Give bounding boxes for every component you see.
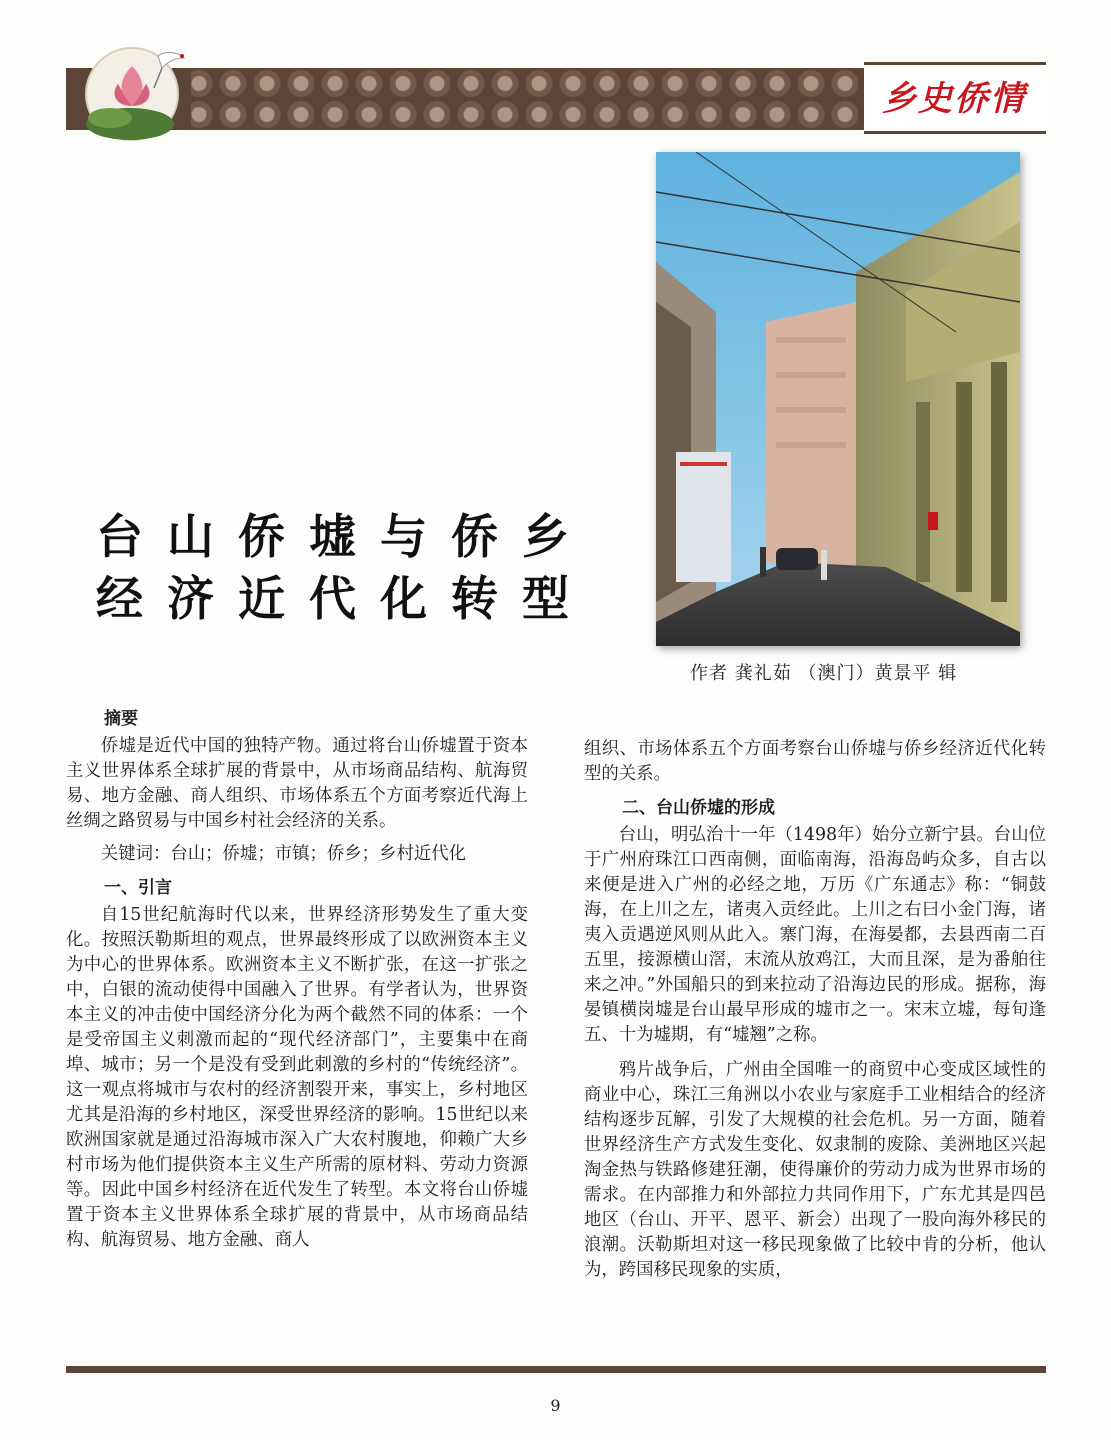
- section1-continuation: 组织、市场体系五个方面考察台山侨墟与侨乡经济近代化转型的关系。: [584, 739, 1046, 784]
- abstract-body: 侨墟是近代中国的独特产物。通过将台山侨墟置于资本主义世界体系全球扩展的背景中，从市场商品结构、航海贸易、地方金融、商人组织、市场体系五个方面考察近代海上丝绸之路贸易与中国乡村社会经济的关系。: [66, 736, 528, 831]
- section1-heading: 一、引言: [104, 878, 172, 898]
- section2-para2: 鸦片战争后，广州由全国唯一的商贸中心变成区域性的商业中心，珠江三角洲以小农业与家庭手工业相结合的经济结构逐步瓦解，引发了大规模的社会危机。另一方面，随着世界经济生产方式发生变化、奴隶制的废除、美洲地区兴起淘金热与铁路修建狂潮，使得廉价的劳动力成为世界市场的需求。在内部推力和外部拉力共同作用下，广东尤其是四邑地区（台山、开平、恩平、新会）出现了一股向海外移民的浪潮。沃勒斯坦对这一移民现象做了比较中肯的分析，他认为，跨国移民现象的实质，: [584, 1060, 1046, 1280]
- byline: 作者 龚礼茹 （澳门）黄景平 辑: [690, 663, 958, 684]
- footer-rule: [66, 1366, 1046, 1373]
- section1-body: 自15世纪航海时代以来，世界经济形势发生了重大变化。按照沃勒斯坦的观点，世界最终形成了以欧洲资本主义为中心的世界体系。欧洲资本主义不断扩张，在这一扩张之中，白银的流动使得中国融入了世界。有学者认为，世界资本主义的冲击使中国经济分化为两个截然不同的体系：一个是受帝国主义刺激而起的“现代经济部门”，主要集中在商埠、城市；另一个是没有受到此刺激的乡村的“传统经济”。这一观点将城市与农村的经济割裂开来，事实上，乡村地区尤其是沿海的乡村地区，深受世界经济的影响。15世纪以来欧洲国家就是通过沿海城市深入广大农村腹地，仰赖广大乡村市场为他们提供资本主义生产所需的原材料、劳动力资源等。因此中国乡村经济在近代发生了转型。本文将台山侨墟置于资本主义世界体系全球扩展的背景中，从市场商品结构、航海贸易、地方金融、商人: [66, 905, 528, 1250]
- article-title-line2: 经济近代化转型: [96, 572, 593, 627]
- article-title-line1: 台山侨墟与侨乡: [96, 510, 593, 565]
- abstract-heading: 摘要: [104, 709, 138, 729]
- street-photo-icon: [656, 152, 1020, 646]
- right-column: [584, 737, 1046, 1283]
- keywords: 关键词：台山；侨墟；市镇；侨乡；乡村近代化: [100, 844, 467, 864]
- section2-heading: 二、台山侨墟的形成: [622, 798, 775, 818]
- page-number: 9: [550, 1396, 561, 1415]
- section2-para1: 台山，明弘治十一年（1498年）始分立新宁县。台山位于广州府珠江口西南侧，面临南海，沿海岛屿众多，自古以来便是进入广州的必经之地，万历《广东通志》称：“铜鼓海，在上川之左，诸夷入贡经此。上川之右曰小金门海，诸夷入贡遇逆风则从此入。寨门海，在海晏都，去县西南二百五里，接源横山滘，末流从放鸡江，大而且深，是为番舶往来之冲。”外国船只的到来拉动了沿海边民的形成。据称，海晏镇横岗墟是台山最早形成的墟市之一。宋末立墟，每旬逢五、十为墟期，有“墟翘”之称。: [584, 825, 1046, 1045]
- section-title: 乡史侨情: [882, 79, 1026, 119]
- left-column: [66, 704, 528, 1253]
- lotus-crane-ornament-icon: [70, 36, 200, 146]
